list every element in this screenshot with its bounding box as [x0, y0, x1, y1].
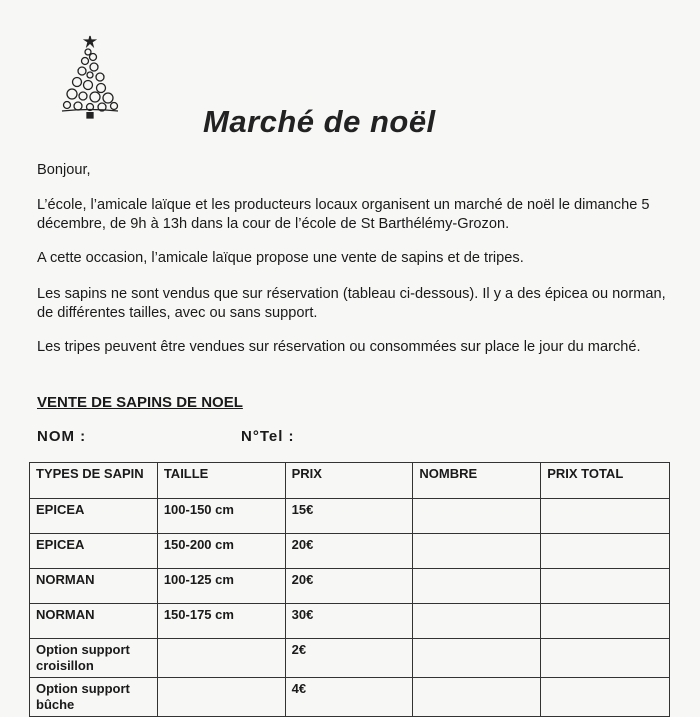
cell-price: 4€	[285, 678, 413, 717]
cell-quantity[interactable]	[413, 604, 541, 639]
greeting: Bonjour,	[37, 162, 91, 178]
intro-paragraph: L’école, l’amicale laïque et les producteurs locaux organisent un marché de noël le dimanche 5 décembre, de 9h à 13h dans la cour de l’école de St Barthélémy-Grozon.	[37, 197, 650, 232]
header-type: TYPES DE SAPIN	[30, 463, 158, 499]
order-table	[29, 462, 670, 717]
cell-size: 150-200 cm	[157, 534, 285, 569]
cell-quantity[interactable]	[413, 499, 541, 534]
table-row	[30, 569, 670, 604]
cell-total[interactable]	[541, 499, 670, 534]
table-row	[30, 678, 670, 717]
sale-paragraph: A cette occasion, l’amicale laïque propose une vente de sapins et de tripes.	[37, 250, 524, 266]
cell-type: Option support croisillon	[30, 639, 158, 678]
cell-size	[157, 639, 285, 678]
cell-price: 15€	[285, 499, 413, 534]
cell-quantity[interactable]	[413, 534, 541, 569]
nom-label: NOM :	[37, 428, 87, 445]
cell-total[interactable]	[541, 639, 670, 678]
cell-size: 100-125 cm	[157, 569, 285, 604]
cell-quantity[interactable]	[413, 639, 541, 678]
trees-paragraph: Les sapins ne sont vendus que sur réservation (tableau ci-dessous). Il y a des épicea ou norman, de différentes tailles, avec ou sans support.	[37, 286, 666, 321]
cell-type: EPICEA	[30, 534, 158, 569]
cell-type: Option support bûche	[30, 678, 158, 717]
table-row	[30, 639, 670, 678]
cell-quantity[interactable]	[413, 569, 541, 604]
table-row	[30, 499, 670, 534]
section-title: VENTE DE SAPINS DE NOEL	[37, 394, 243, 411]
tripes-paragraph: Les tripes peuvent être vendues sur réservation ou consommées sur place le jour du marché.	[37, 339, 641, 355]
header-quantity: NOMBRE	[413, 463, 541, 499]
cell-price: 2€	[285, 639, 413, 678]
page-title: Marché de noël	[203, 104, 436, 139]
header-size: TAILLE	[157, 463, 285, 499]
table-header-row	[30, 463, 670, 499]
table-row	[30, 534, 670, 569]
cell-price: 20€	[285, 534, 413, 569]
cell-quantity[interactable]	[413, 678, 541, 717]
table-row	[30, 604, 670, 639]
cell-size: 150-175 cm	[157, 604, 285, 639]
tel-label: N°Tel :	[241, 428, 295, 445]
cell-price: 20€	[285, 569, 413, 604]
cell-price: 30€	[285, 604, 413, 639]
christmas-tree-icon	[58, 30, 122, 122]
cell-total[interactable]	[541, 569, 670, 604]
cell-type: EPICEA	[30, 499, 158, 534]
header-price: PRIX	[285, 463, 413, 499]
cell-type: NORMAN	[30, 604, 158, 639]
cell-size	[157, 678, 285, 717]
cell-total[interactable]	[541, 604, 670, 639]
cell-size: 100-150 cm	[157, 499, 285, 534]
header-total: PRIX TOTAL	[541, 463, 670, 499]
cell-total[interactable]	[541, 678, 670, 717]
cell-type: NORMAN	[30, 569, 158, 604]
cell-total[interactable]	[541, 534, 670, 569]
